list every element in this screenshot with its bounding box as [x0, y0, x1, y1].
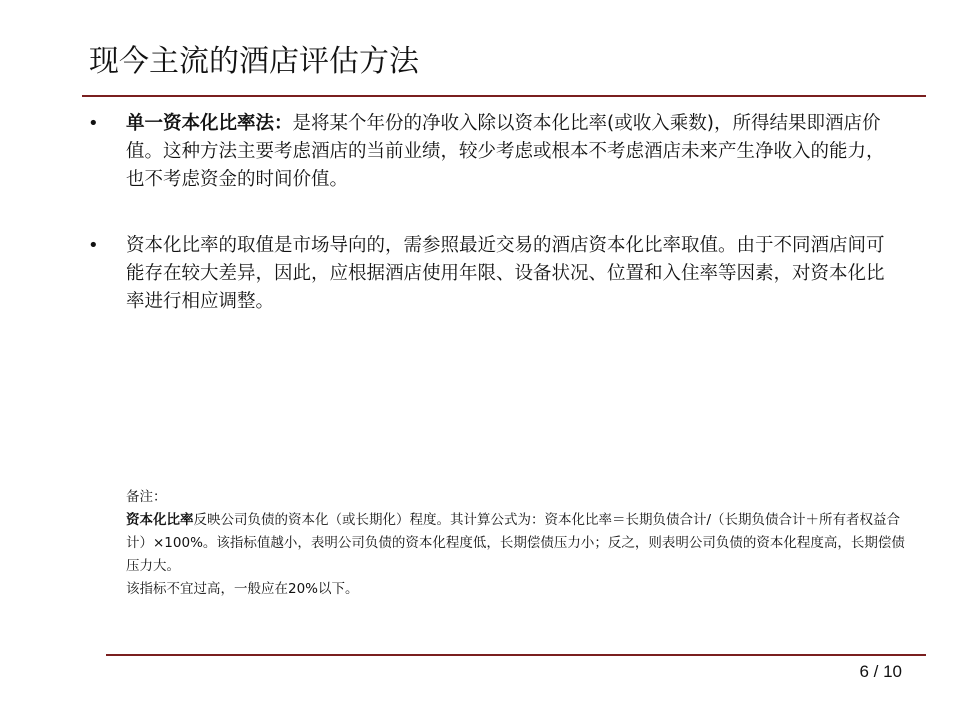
- notes-term: 资本化比率: [126, 512, 194, 528]
- bullet-term: 单一资本化比率法：: [126, 113, 293, 134]
- slide-title: 现今主流的酒店评估方法: [89, 44, 419, 79]
- notes-advice: 该指标不宜过高，一般应在20%以下。: [126, 581, 359, 597]
- page-number: 6 / 10: [859, 662, 902, 681]
- notes-heading: 备注：: [126, 489, 167, 505]
- bullet-text: 资本化比率的取值是市场导向的，需参照最近交易的酒店资本化比率取值。由于不同酒店间可能存在较大差异，因此，应根据酒店使用年限、设备状况、位置和入住率等因素，对资本化比率进行相应调整。: [126, 235, 885, 312]
- notes-section: [126, 486, 906, 601]
- footer-divider: [106, 654, 926, 656]
- bullet-marker: •: [88, 113, 99, 134]
- bullet-text: 是将某个年份的净收入除以资本化比率(或收入乘数)，所得结果即酒店价值。这种方法主要考虑酒店的当前业绩，较少考虑或根本不考虑酒店未来产生净收入的能力，也不考虑资金的时间价值。: [126, 113, 885, 190]
- title-divider: [82, 95, 926, 97]
- bullet-item-cap-rate-adjustment: [88, 232, 898, 316]
- bullet-item-single-cap-rate: [88, 110, 898, 194]
- notes-definition: [126, 509, 906, 578]
- bullet-marker: •: [88, 235, 99, 256]
- notes-definition-text: 反映公司负债的资本化（或长期化）程度。其计算公式为：资本化比率＝长期负债合计/（长期负债合计＋所有者权益合计）×100%。该指标值越小，表明公司负债的资本化程度低，长期偿债压力小；反之，则表明公司负债的资本化程度高，长期偿债压力大。: [126, 512, 905, 574]
- bullet-list: [88, 110, 898, 354]
